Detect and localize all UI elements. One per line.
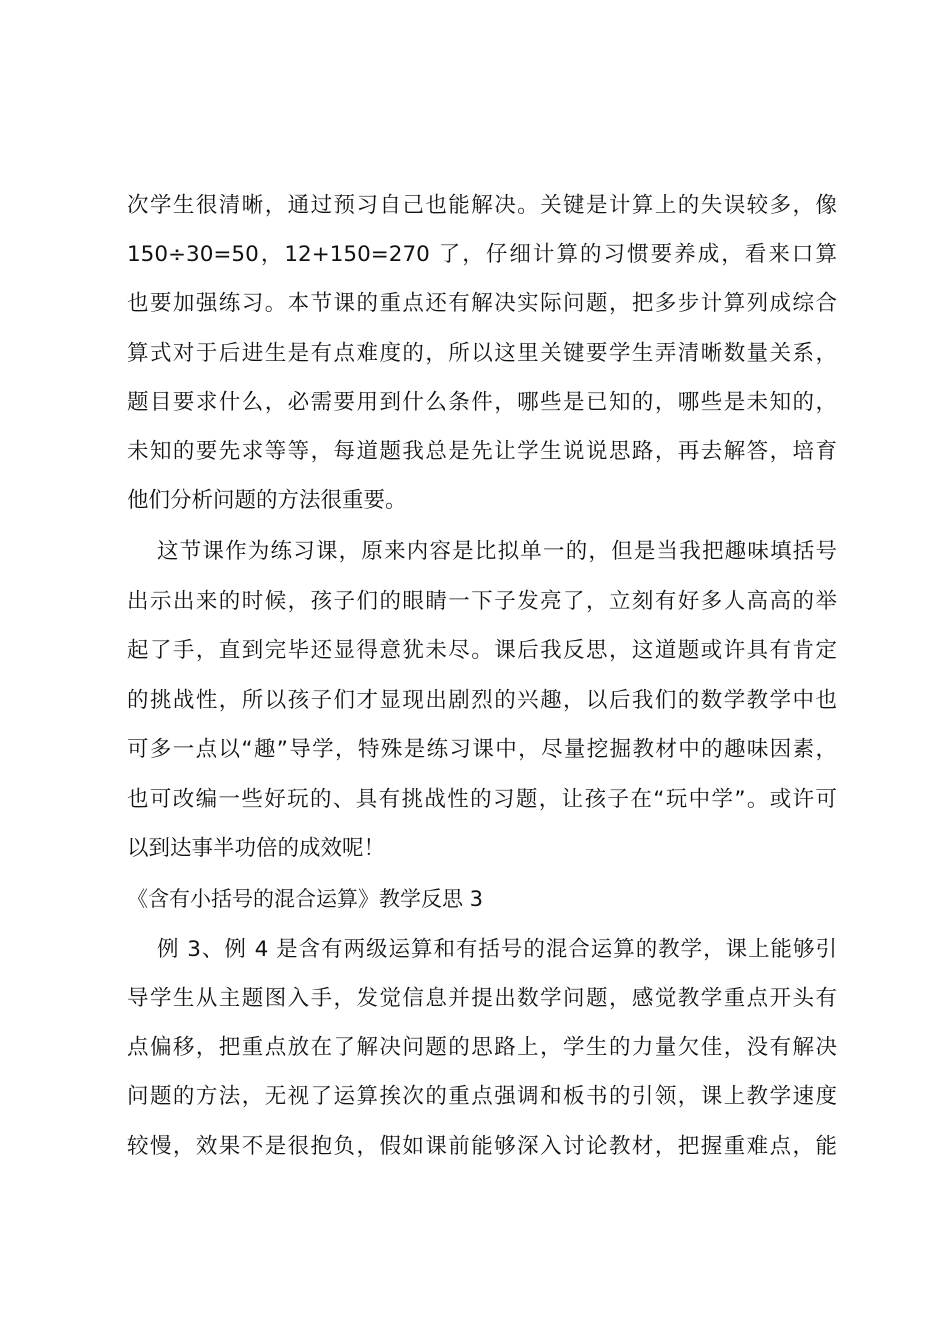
paragraph-line: 150÷30=50，12+150=270 了，仔细计算的习惯要养成，看来口算 bbox=[127, 242, 837, 267]
paragraph-line: 以到达事半功倍的成效呢！ bbox=[127, 836, 386, 861]
paragraph-line: 题目要求什么，必需要用到什么条件，哪些是已知的，哪些是未知的， bbox=[127, 390, 837, 415]
paragraph-line: 较慢，效果不是很抱负，假如课前能够深入讨论教材，把握重难点，能 bbox=[127, 1134, 837, 1159]
paragraph-line: 也要加强练习。本节课的重点还有解决实际问题，把多步计算列成综合 bbox=[127, 291, 837, 316]
paragraph-line: 这节课作为练习课，原来内容是比拟单一的，但是当我把趣味填括号 bbox=[157, 539, 837, 564]
paragraph-line: 例 3、例 4 是含有两级运算和有括号的混合运算的教学，课上能够引 bbox=[157, 937, 837, 962]
section-heading: 《含有小括号的混合运算》教学反思 3 bbox=[127, 887, 484, 911]
paragraph-line: 算式对于后进生是有点难度的，所以这里关键要学生弄清晰数量关系， bbox=[127, 341, 837, 366]
paragraph-line: 问题的方法，无视了运算挨次的重点强调和板书的引领，课上教学速度 bbox=[127, 1084, 837, 1109]
paragraph-line: 次学生很清晰，通过预习自己也能解决。关键是计算上的失误较多，像 bbox=[127, 193, 837, 218]
paragraph-line: 可多一点以“趣”导学，特殊是练习课中，尽量挖掘教材中的趣味因素， bbox=[127, 737, 837, 762]
paragraph-line: 他们分析问题的方法很重要。 bbox=[127, 488, 407, 513]
paragraph-line: 未知的要先求等等，每道题我总是先让学生说说思路，再去解答，培育 bbox=[127, 439, 837, 464]
paragraph-line: 出示出来的时候，孩子们的眼睛一下子发亮了，立刻有好多人高高的举 bbox=[127, 589, 837, 614]
paragraph-line: 也可改编一些好玩的、具有挑战性的习题，让孩子在“玩中学”。或许可 bbox=[127, 787, 837, 812]
paragraph-line: 起了手，直到完毕还显得意犹未尽。课后我反思，这道题或许具有肯定 bbox=[127, 638, 837, 663]
paragraph-line: 的挑战性，所以孩子们才显现出剧烈的兴趣，以后我们的数学教学中也 bbox=[127, 688, 837, 713]
paragraph-line: 导学生从主题图入手，发觉信息并提出数学问题，感觉教学重点开头有 bbox=[127, 986, 837, 1011]
paragraph-line: 点偏移，把重点放在了解决问题的思路上，学生的力量欠佳，没有解决 bbox=[127, 1035, 837, 1060]
